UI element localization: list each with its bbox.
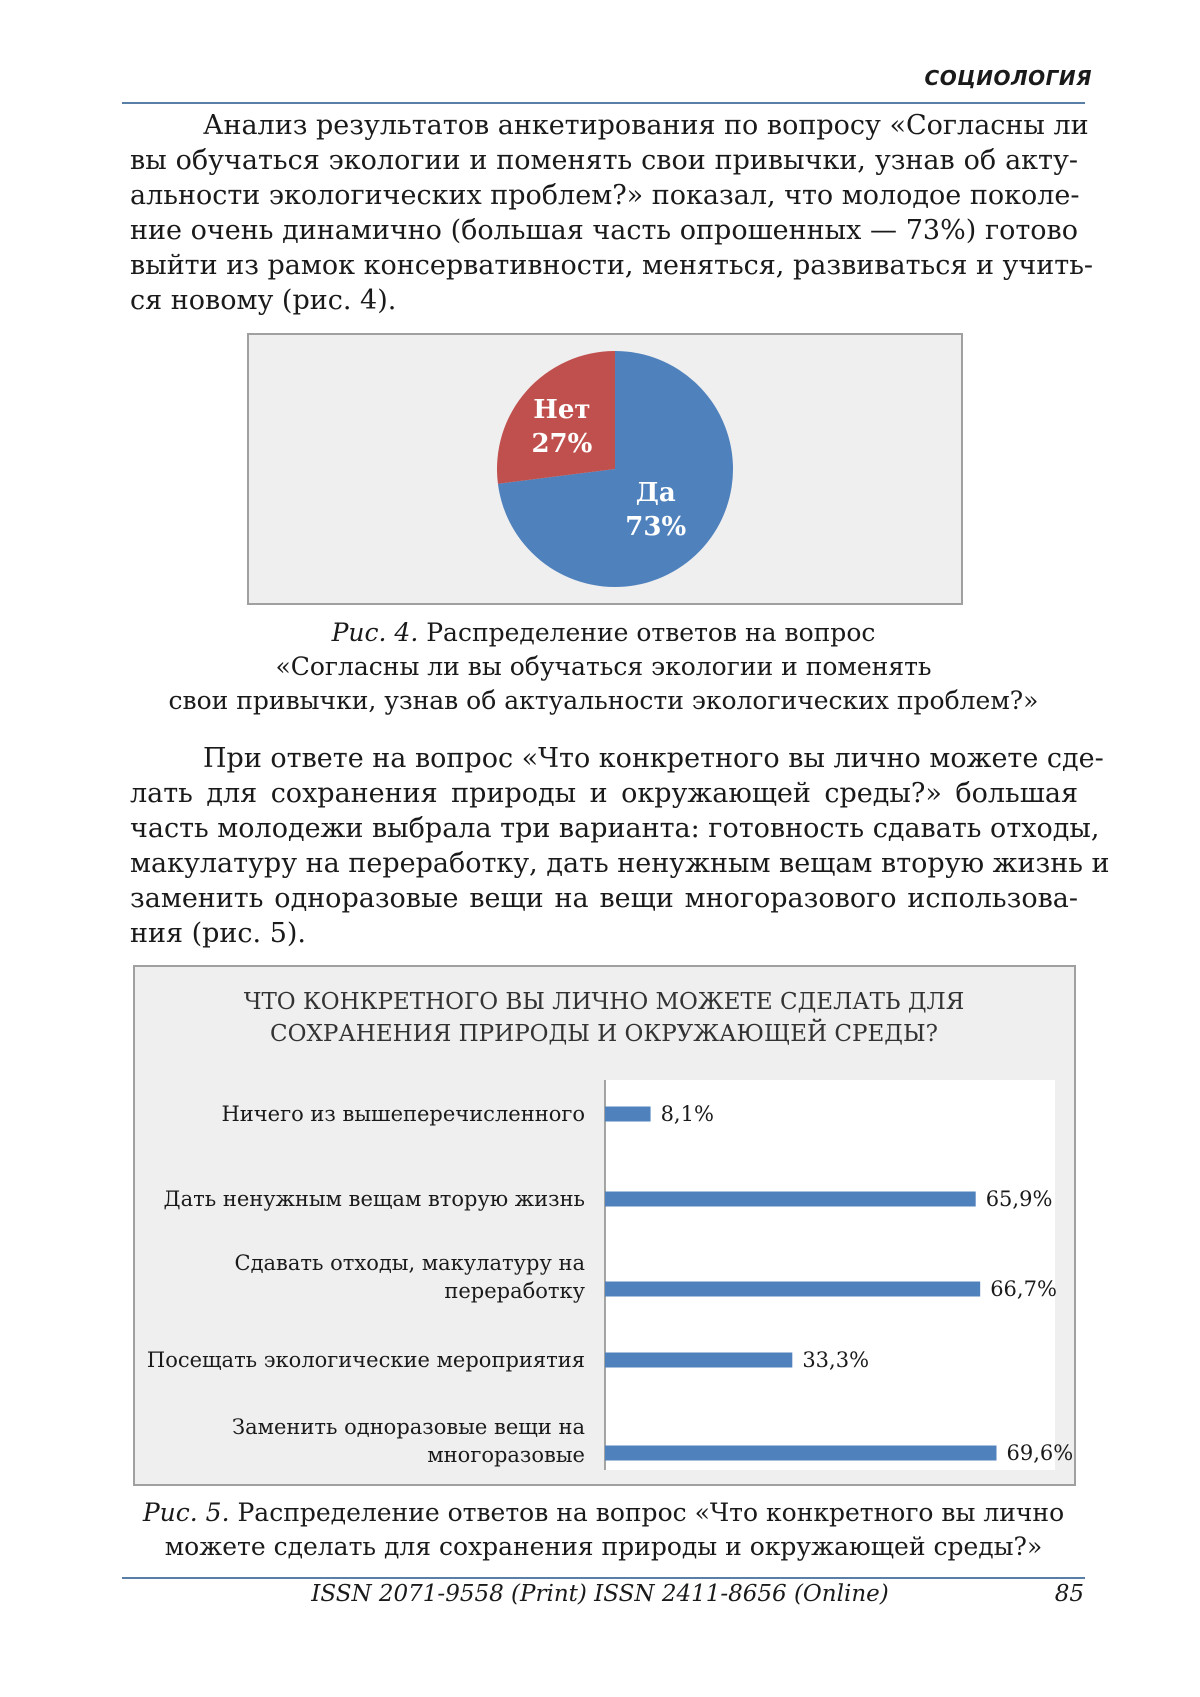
chart-title: ЧТО КОНКРЕТНОГО ВЫ ЛИЧНО МОЖЕТЕ СДЕЛАТЬ ДЛЯ [244, 989, 965, 1015]
bar [605, 1107, 651, 1122]
header-rule [122, 102, 1085, 104]
category-label: Сдавать отходы, макулатуру на [235, 1251, 586, 1275]
figure-4-caption [122, 616, 1085, 718]
chart-title: СОХРАНЕНИЯ ПРИРОДЫ И ОКРУЖАЮЩЕЙ СРЕДЫ? [270, 1019, 938, 1047]
paragraph-line: выйти из рамок консервативности, меняться, развиваться и учить- [130, 248, 1078, 283]
bar [605, 1282, 980, 1297]
paragraph-2 [130, 741, 1078, 951]
pie-chart-svg [249, 335, 961, 603]
figure-4-pie-chart [247, 333, 963, 605]
bar-chart-svg [135, 967, 1074, 1484]
bar-value-label: 65,9% [986, 1187, 1053, 1211]
pie-label: Да [636, 478, 676, 508]
category-label: Дать ненужным вещам вторую жизнь [164, 1187, 585, 1211]
category-label: Посещать экологические мероприятия [147, 1348, 585, 1372]
paragraph-line: часть молодежи выбрала три варианта: готовность сдавать отходы, [130, 811, 1078, 846]
paragraph-line: ся новому (рис. 4). [130, 283, 1078, 318]
plot-area [605, 1080, 1055, 1470]
category-label: Ничего из вышеперечисленного [221, 1102, 585, 1126]
category-label: многоразовые [427, 1443, 585, 1467]
caption-label: Рис. 5. [143, 1498, 230, 1527]
caption-line: свои привычки, узнав об актуальности экологических проблем?» [122, 684, 1085, 718]
paragraph-line: Анализ результатов анкетирования по вопросу «Согласны ли [130, 108, 1078, 143]
paragraph-line: альности экологических проблем?» показал, что молодое поколе- [130, 178, 1078, 213]
bar-value-label: 8,1% [661, 1102, 714, 1126]
figure-5-caption [122, 1496, 1085, 1564]
caption-line: можете сделать для сохранения природы и окружающей среды?» [122, 1530, 1085, 1564]
paragraph-line: макулатуру на переработку, дать ненужным вещам вторую жизнь и [130, 846, 1078, 881]
bar-value-label: 69,6% [1007, 1441, 1074, 1465]
caption-line [122, 616, 1085, 650]
category-label: переработку [444, 1279, 585, 1303]
figure-5-bar-chart [133, 965, 1076, 1486]
caption-text: Распределение ответов на вопрос «Что конкретного вы лично [237, 1498, 1064, 1527]
caption-line [122, 1496, 1085, 1530]
bar-value-label: 66,7% [990, 1277, 1057, 1301]
caption-text: Распределение ответов на вопрос [426, 618, 875, 647]
caption-label: Рис. 4. [332, 618, 419, 647]
paragraph-line: ния (рис. 5). [130, 916, 1078, 951]
paragraph-line: ние очень динамично (большая часть опрошенных — 73%) готово [130, 213, 1078, 248]
pie-label: Нет [533, 395, 590, 425]
page-number: 85 [1055, 1581, 1084, 1607]
paragraph-line: При ответе на вопрос «Что конкретного вы лично можете сде- [130, 741, 1078, 776]
pie-value-label: 73% [625, 512, 686, 542]
paragraph-line: лать для сохранения природы и окружающей среды?» большая [130, 776, 1078, 811]
caption-line: «Согласны ли вы обучаться экологии и поменять [122, 650, 1085, 684]
footer-rule [122, 1577, 1085, 1579]
bar [605, 1353, 792, 1368]
paragraph-line: заменить одноразовые вещи на вещи многоразового использова- [130, 881, 1078, 916]
footer-issn: ISSN 2071-9558 (Print) ISSN 2411-8656 (Online) [0, 1581, 1200, 1607]
paragraph-1 [130, 108, 1078, 318]
section-header: СОЦИОЛОГИЯ [925, 66, 1092, 90]
pie-value-label: 27% [531, 429, 592, 459]
category-label: Заменить одноразовые вещи на [232, 1415, 585, 1439]
bar [605, 1446, 997, 1461]
bar [605, 1192, 976, 1207]
bar-value-label: 33,3% [802, 1348, 869, 1372]
paragraph-line: вы обучаться экологии и поменять свои привычки, узнав об акту- [130, 143, 1078, 178]
